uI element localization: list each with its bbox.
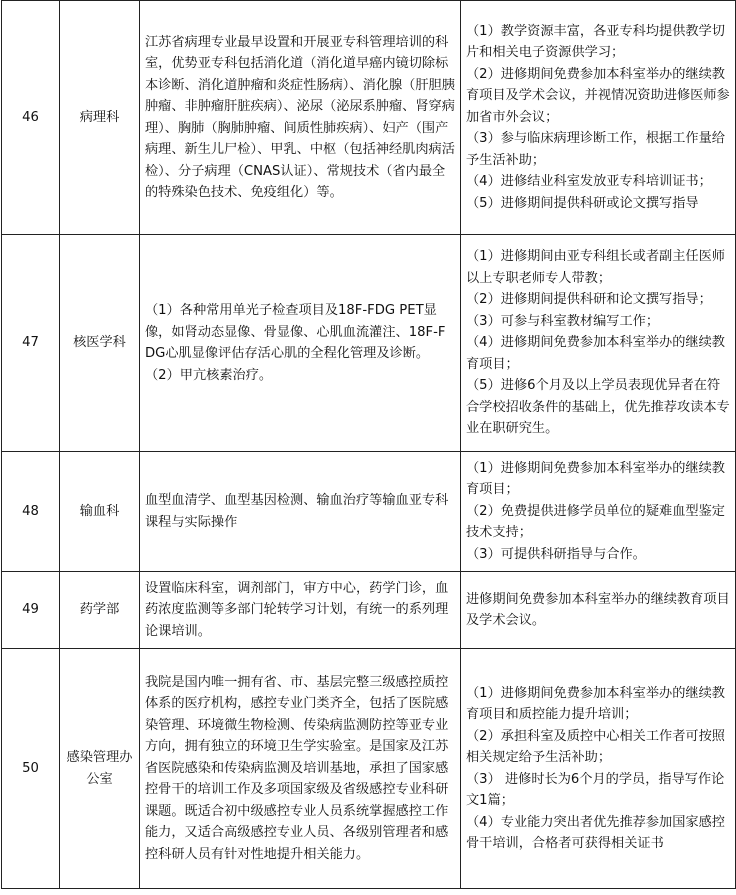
row-number: 50 [2, 649, 60, 889]
trainee-benefits [461, 452, 736, 572]
benefit-item: （1）进修期间免费参加本科室举办的继续教育项目和质控能力提升培训； [466, 685, 725, 722]
benefit-item: （3） 进修时长为6个月的学员，指导写作论文1篇； [466, 771, 725, 808]
benefit-item: （2）免费提供进修学员单位的疑难血型鉴定技术支持； [466, 503, 725, 541]
content-paragraph: 江苏省病理专业最早设置和开展亚专科管理培训的科室，优势亚专科包括消化道（消化道早癌内镜切除标本诊断、消化道肿瘤和炎症性肠病）、消化腺（肝胆胰肿瘤、非肿瘤肝脏疾病）、泌尿（泌尿系肿瘤、肾穿病理）、胸肺（胸肺肿瘤、间质性肺疾病）、妇产（围产病理、新生儿尸检）、甲乳、中枢（包括神经肌肉病活检）、分子病理（CNAS认证）、常规技术（省内最全的特殊染色技术、免疫组化）等。 [145, 34, 455, 200]
benefit-item: （5）进修期间提供科研或论文撰写指导 [466, 195, 699, 211]
benefit-item: （3）可提供科研指导与合作。 [466, 546, 646, 562]
benefit-item: （2）进修期间免费参加本科室举办的继续教育项目及学术会议，并视情况资助进修医师参加省市外会议； [466, 66, 730, 125]
training-content [140, 572, 461, 649]
benefit-item: （5）进修6个月及以上学员表现优异者在符合学校招收条件的基础上，优先推荐攻读本专业在职研究生。 [466, 378, 730, 437]
training-content [140, 1, 461, 235]
content-paragraph: 血型血清学、血型基因检测、输血治疗等输血亚专科课程与实际操作 [145, 493, 449, 530]
benefit-item: （4）进修结业科室发放亚专科培训证书； [466, 174, 712, 190]
benefit-item: （2）承担科室及质控中心相关工作者可按照相关规定给予生活补助； [466, 728, 725, 765]
table-row [2, 235, 736, 452]
department-name: 药学部 [60, 572, 140, 649]
training-table [1, 0, 736, 889]
benefit-item: （1）教学资源丰富，各亚专科均提供教学切片和相关电子资源供学习； [466, 23, 725, 61]
row-number: 49 [2, 572, 60, 649]
department-name: 病理科 [60, 1, 140, 235]
department-name: 核医学科 [60, 235, 140, 452]
benefit-item: （2）进修期间提供科研和论文撰写指导； [466, 292, 712, 308]
department-name: 输血科 [60, 452, 140, 572]
benefit-item: （1）进修期间由亚专科组长或者副主任医师以上专职老师专人带教； [466, 249, 725, 286]
department-name: 感染管理办公室 [60, 649, 140, 889]
trainee-benefits [461, 649, 736, 889]
benefit-item: （3）可参与科室教材编写工作； [466, 313, 660, 329]
trainee-benefits [461, 572, 736, 649]
benefit-item: 进修期间免费参加本科室举办的继续教育项目及学术会议。 [466, 591, 730, 628]
trainee-benefits [461, 235, 736, 452]
table-row [2, 1, 736, 235]
benefit-item: （4）专业能力突出者优先推荐参加国家感控骨干培训，合格者可获得相关证书 [466, 814, 725, 851]
content-paragraph: （2）甲亢核素治疗。 [145, 367, 273, 383]
training-content [140, 452, 461, 572]
benefit-item: （1）进修期间免费参加本科室举办的继续教育项目； [466, 460, 725, 498]
trainee-benefits [461, 1, 736, 235]
content-paragraph: 我院是国内唯一拥有省、市、基层完整三级感控质控体系的医疗机构，感控专业门类齐全，包括了医院感染管理、环境微生物检测、传染病监测防控等亚专业方向，拥有独立的环境卫生学实验室。是国家及江苏省医院感染和传染病监测及培训基地，承担了国家感控骨干的培训工作及多项国家级及省级感控专业科研课题。既适合初中级感控专业人员系统掌握感控工作能力，又适合高级感控专业人员、各级别管理者和感控科研人员有针对性地提升相关能力。 [145, 674, 449, 862]
benefit-item: （3）参与临床病理诊断工作，根据工作量给予生活补助； [466, 131, 725, 168]
table-row [2, 452, 736, 572]
table-row [2, 649, 736, 889]
content-paragraph: 设置临床科室，调剂部门，审方中心，药学门诊，血药浓度监测等多部门轮转学习计划，有统一的系列理论课培训。 [145, 580, 449, 639]
benefit-item: （4）进修期间免费参加本科室举办的继续教育项目； [466, 335, 725, 372]
training-content [140, 235, 461, 452]
content-paragraph: （1）各种常用单光子检查项目及18F-FDG PET显像，如肾动态显像、骨显像、心肌血流灌注、18F-FDG心肌显像评估存活心肌的全程化管理及诊断。 [145, 303, 446, 361]
training-content [140, 649, 461, 889]
row-number: 47 [2, 235, 60, 452]
row-number: 46 [2, 1, 60, 235]
table-row [2, 572, 736, 649]
row-number: 48 [2, 452, 60, 572]
